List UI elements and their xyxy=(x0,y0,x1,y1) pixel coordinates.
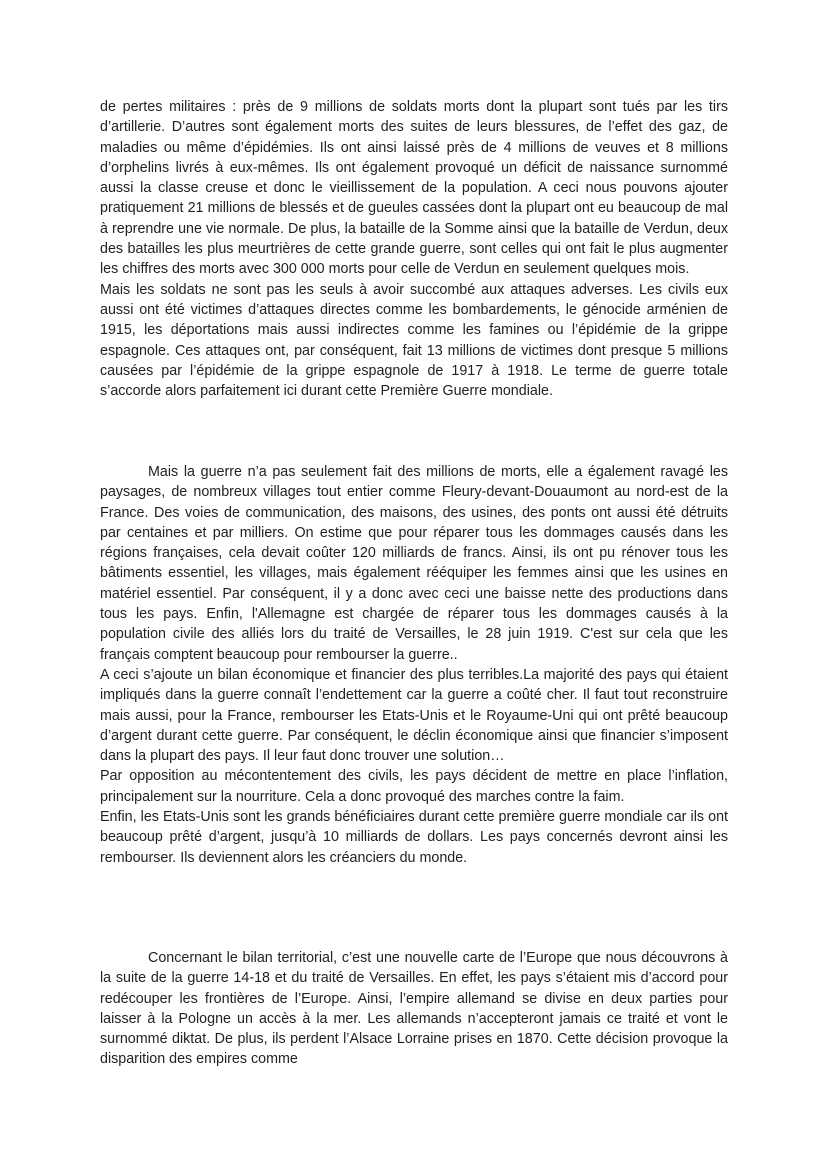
paragraph-inflation: Par opposition au mécontentement des civils, les pays décident de mettre en place l’inflation, principalement sur la nourriture. Cela a donc provoqué des marches contre la faim. xyxy=(100,768,728,805)
paragraph-territorial-map: Concernant le bilan territorial, c’est une nouvelle carte de l’Europe que nous découvrons à la suite de la guerre 14-18 et du traité de Versailles. En effet, les pays s’étaient mis d’accord pour redécouper les frontières de l’Europe. Ainsi, l’empire allemand se divise en deux parties pour laisser à la Pologne un accès à la mer. Les allemands n’accepteront jamais ce traité et vont le surnommé diktat. De plus, ils perdent l’Alsace Lorraine prises en 1870. Cette décision provoque la disparition des empires comme xyxy=(100,950,728,1068)
paragraph-united-states-creditors: Enfin, les Etats-Unis sont les grands bénéficiaires durant cette première guerre mondiale car ils ont beaucoup prêté d’argent, jusqu’à 10 milliards de dollars. Les pays concernés devront ainsi les rembourser. Ils deviennent alors les créanciers du monde. xyxy=(100,809,728,866)
paragraph-military-losses: de pertes militaires : près de 9 millions de soldats morts dont la plupart sont tués par les tirs d’artillerie. D’autres sont également morts des suites de leurs blessures, de l’effet des gaz, de maladies ou même d’épidémies. Ils ont ainsi laissé près de 4 millions de veuves et 8 millions d’orphelins livrés à eux-mêmes. Ils ont également provoqué un déficit de naissance surnommé aussi la classe creuse et donc le vieillissement de la population. A ceci nous pouvons ajouter pratiquement 21 millions de blessés et de gueules cassées dont la plupart ont eu beaucoup de mal à reprendre une vie normale. De plus, la bataille de la Somme ainsi que la bataille de Verdun, deux des batailles les plus meurtrières de cette grande guerre, sont celles qui ont fait le plus augmenter les chiffres des morts avec 300 000 morts pour celle de Verdun en seulement quelques mois. xyxy=(100,99,728,278)
section-material-and-economic-toll xyxy=(100,462,728,868)
section-territorial-toll xyxy=(100,948,728,1070)
paragraph-material-destruction: Mais la guerre n’a pas seulement fait des millions de morts, elle a également ravagé les paysages, de nombreux villages tout entier comme Fleury-devant-Douaumont au nord-est de la France. Des voies de communication, des maisons, des usines, des ponts ont aussi été détruits par centaines et par milliers. On estime que pour réparer tous les dommages causés dans les régions françaises, cela devait coûter 120 milliards de francs. Ainsi, ils ont pu rénover tous les bâtiments essentiel, les villages, mais également rééquiper les femmes ainsi que les usines en matériel essentiel. Par conséquent, il y a donc avec ceci une baisse nette des productions dans tous les pays. Enfin, l'Allemagne est chargée de réparer tous les dommages causés à la population civile des alliés lors du traité de Versailles, le 28 juin 1919. C'est sur cela que les français comptent beaucoup pour rembourser la guerre.. xyxy=(100,464,728,663)
paragraph-economic-financial-toll: A ceci s’ajoute un bilan économique et financier des plus terribles.La majorité des pays qui étaient impliqués dans la guerre connaît l’endettement car la guerre a coûté cher. Il faut tout reconstruire mais aussi, pour la France, rembourser les Etats-Unis et le Royaume-Uni qui ont prêté beaucoup d’argent durant cette guerre. Par conséquent, le déclin économique ainsi que financier s’imposent dans la plupart des pays. Il leur faut donc trouver une solution… xyxy=(100,666,728,765)
paragraph-civil-victims: Mais les soldats ne sont pas les seuls à avoir succombé aux attaques adverses. Les civils eux aussi ont été victimes d’attaques directes comme les bombardements, le génocide arménien de 1915, les déportations mais aussi indirectes comme les famines ou l’épidémie de la grippe espagnole. Ces attaques ont, par conséquent, fait 13 millions de victimes dont presque 5 millions causées par l’épidémie de la grippe espagnole de 1917 à 1918. Le terme de guerre totale s’accorde alors parfaitement ici durant cette Première Guerre mondiale. xyxy=(100,281,728,400)
section-military-and-civil-losses xyxy=(100,97,728,401)
